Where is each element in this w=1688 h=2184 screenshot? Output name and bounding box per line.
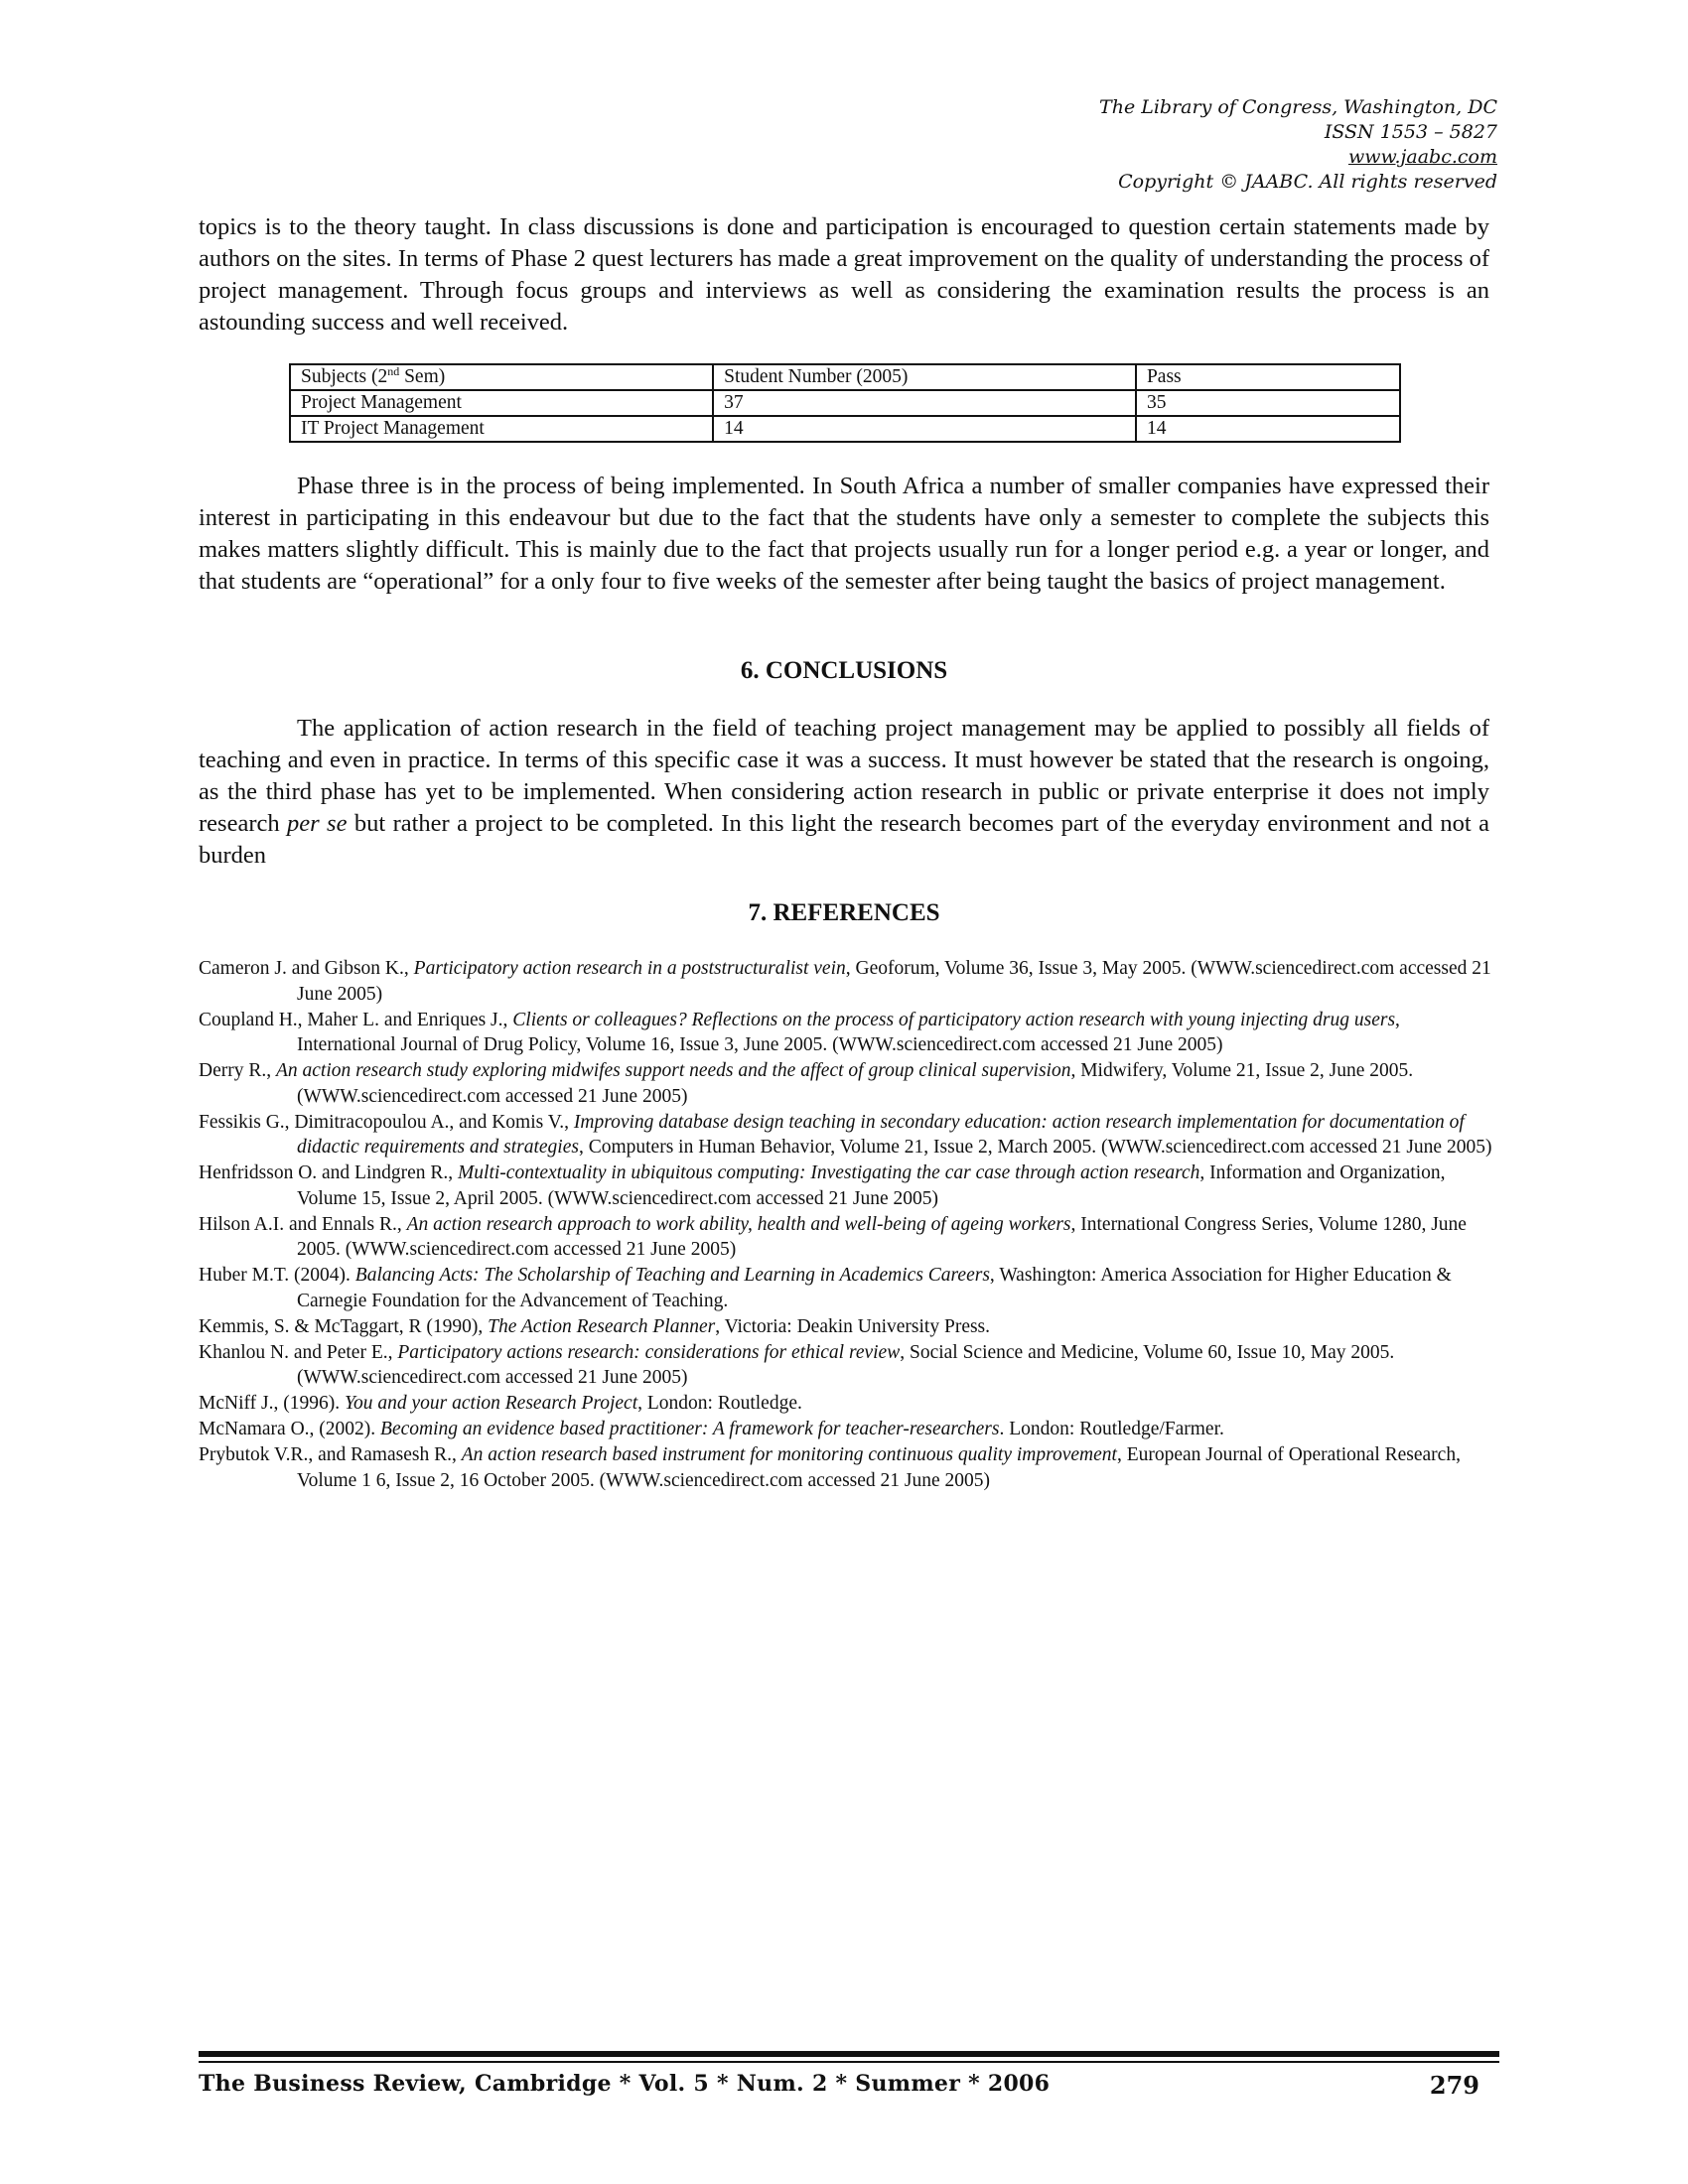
table-cell: 35 <box>1136 390 1400 416</box>
header-issn: ISSN 1553 – 5827 <box>1324 121 1497 143</box>
reference-authors: Hilson A.I. and Ennals R., <box>199 1213 407 1235</box>
results-table <box>289 363 1401 443</box>
reference-title: You and your action Research Project <box>344 1393 638 1414</box>
header-copyright: Copyright © JAABC. All rights reserved <box>1118 171 1497 193</box>
reference-item <box>199 1212 1499 1263</box>
reference-item <box>199 1263 1499 1313</box>
table-header-cell: Pass <box>1136 364 1400 390</box>
paragraph-phase2-results: topics is to the theory taught. In class discussions is done and participation is encouraged to question certain statements made by authors on the sites. In terms of Phase 2 quest lecturers has made a great improvement on the quality of understanding the process of project management. Through focus groups and interviews as well as considering the examination results the process is an astounding success and well received. <box>199 213 1489 336</box>
reference-authors: Cameron J. and Gibson K., <box>199 958 414 979</box>
header-url-link[interactable]: www.jaabc.com <box>1347 146 1497 168</box>
reference-item <box>199 956 1499 1007</box>
reference-title: The Action Research Planner <box>488 1315 716 1337</box>
reference-item <box>199 1008 1499 1058</box>
conclusions-text-end: but rather a project to be completed. In this light the research becomes part of the everyday environment and not a burden <box>199 810 1489 869</box>
reference-authors: Coupland H., Maher L. and Enriques J., <box>199 1009 513 1030</box>
running-header <box>802 95 1497 195</box>
table-header-cell <box>290 364 713 390</box>
header-subjects-text-end: Sem) <box>399 366 446 387</box>
reference-item <box>199 1314 1499 1340</box>
reference-source: . London: Routledge/Farmer. <box>999 1419 1224 1439</box>
table-header-cell: Student Number (2005) <box>713 364 1136 390</box>
reference-authors: Prybutok V.R., and Ramasesh R., <box>199 1444 462 1465</box>
table-cell: Project Management <box>290 390 713 416</box>
reference-authors: Huber M.T. (2004). <box>199 1265 355 1286</box>
table-row <box>290 416 1400 442</box>
table-cell: 14 <box>1136 416 1400 442</box>
reference-source: , Geoforum, Volume 36, Issue 3, May 2005. (WWW.sciencedirect.com accessed 21 June 2005) <box>297 958 1491 1005</box>
reference-list <box>199 956 1499 1494</box>
reference-title: An action research approach to work ability, health and well-being of ageing workers <box>406 1213 1071 1235</box>
table-cell: 37 <box>713 390 1136 416</box>
conclusions-text: The application of action research in the field of teaching project management may be applied to possibly all fields of teaching and even in practice. In terms of this specific case it was a success. It must however be stated that the research is ongoing, as the third phase has yet to be implemented. When considering action research in public or private enterprise it does not imply research <box>199 715 1489 837</box>
reference-source: , Victoria: Deakin University Press. <box>715 1315 991 1337</box>
reference-title: An action research study exploring midwifes support needs and the affect of group clinical supervision <box>275 1060 1071 1081</box>
reference-source: , London: Routledge. <box>637 1393 802 1414</box>
reference-title: Balancing Acts: The Scholarship of Teaching and Learning in Academics Careers <box>354 1265 990 1286</box>
paragraph-phase3: Phase three is in the process of being implemented. In South Africa a number of smaller companies have expressed their interest in participating in this endeavour but due to the fact that the students have only a semester to complete the subjects this makes matters slightly difficult. This is mainly due to the fact that projects usually run for a longer period e.g. a year or longer, and that students are “operational” for a only four to five weeks of the semester after being taught the basics of project management. <box>199 473 1489 595</box>
reference-source: , Social Science and Medicine, Volume 60, Issue 10, May 2005. (WWW.sciencedirect.com accessed 21 June 2005) <box>297 1341 1395 1388</box>
reference-authors: McNamara O., (2002). <box>199 1419 381 1439</box>
reference-title: Participatory actions research: considerations for ethical review <box>397 1341 901 1363</box>
reference-item <box>199 1340 1499 1391</box>
reference-source: , International Journal of Drug Policy, Volume 16, Issue 3, June 2005. (WWW.sciencedirect.com accessed 21 June 2005) <box>297 1009 1400 1055</box>
header-library: The Library of Congress, Washington, DC <box>1099 96 1497 118</box>
reference-title: Multi-contextuality in ubiquitous computing: Investigating the car case through action research <box>458 1162 1200 1183</box>
reference-title: An action research based instrument for monitoring continuous quality improvement <box>461 1444 1117 1465</box>
reference-authors: Khanlou N. and Peter E., <box>199 1341 398 1363</box>
running-footer <box>199 2071 1499 2100</box>
reference-item <box>199 1160 1499 1211</box>
reference-authors: Henfridsson O. and Lindgren R., <box>199 1162 459 1183</box>
footer-rule-thick <box>199 2051 1499 2057</box>
reference-source: , Computers in Human Behavior, Volume 21, Issue 2, March 2005. (WWW.sciencedirect.com accessed 21 June 2005) <box>578 1137 1492 1158</box>
section-heading-references: 7. REFERENCES <box>748 899 940 926</box>
reference-authors: Derry R., <box>199 1060 276 1081</box>
reference-authors: Kemmis, S. & McTaggart, R (1990), <box>199 1315 489 1337</box>
header-subjects-text: Subjects (2 <box>301 366 388 387</box>
table-cell: 14 <box>713 416 1136 442</box>
reference-item <box>199 1442 1499 1493</box>
reference-source: , International Congress Series, Volume 1280, June 2005. (WWW.sciencedirect.com accessed 21 June 2005) <box>297 1213 1467 1260</box>
reference-source: , European Journal of Operational Research, Volume 1 6, Issue 2, 16 October 2005. (WWW.sciencedirect.com accessed 21 June 2005) <box>297 1444 1461 1491</box>
conclusions-emphasis: per se <box>287 810 348 837</box>
reference-item <box>199 1391 1499 1417</box>
header-subjects-sup: nd <box>387 364 400 378</box>
section-heading-conclusions: 6. CONCLUSIONS <box>740 657 948 684</box>
paragraph-conclusions <box>199 713 1489 872</box>
reference-item <box>199 1058 1499 1109</box>
reference-title: Improving database design teaching in secondary education: action research implementation for documentation of didactic requirements and strategies <box>297 1111 1465 1158</box>
reference-title: Clients or colleagues? Reflections on the process of participatory action research with young injecting drug users <box>512 1009 1396 1030</box>
reference-item <box>199 1110 1499 1160</box>
reference-title: Participatory action research in a poststructuralist vein <box>413 958 846 979</box>
reference-authors: McNiff J., (1996). <box>199 1393 345 1414</box>
reference-authors: Fessikis G., Dimitracopoulou A., and Komis V., <box>199 1111 574 1133</box>
reference-item <box>199 1417 1499 1442</box>
reference-source: , Information and Organization, Volume 15, Issue 2, April 2005. (WWW.sciencedirect.com accessed 21 June 2005) <box>297 1162 1446 1209</box>
reference-title: Becoming an evidence based practitioner: A framework for teacher-researchers <box>380 1419 1000 1439</box>
reference-source: , Washington: America Association for Higher Education & Carnegie Foundation for the Advancement of Teaching. <box>297 1265 1452 1311</box>
table-header-row <box>290 364 1400 390</box>
table-row <box>290 390 1400 416</box>
table-cell: IT Project Management <box>290 416 713 442</box>
footer-journal: The Business Review, Cambridge * Vol. 5 * Num. 2 * Summer * 2006 <box>199 2071 1051 2097</box>
reference-source: , Midwifery, Volume 21, Issue 2, June 2005. (WWW.sciencedirect.com accessed 21 June 2005) <box>297 1060 1414 1107</box>
footer-rule-thin <box>199 2061 1499 2063</box>
page-number: 279 <box>1429 2071 1479 2100</box>
